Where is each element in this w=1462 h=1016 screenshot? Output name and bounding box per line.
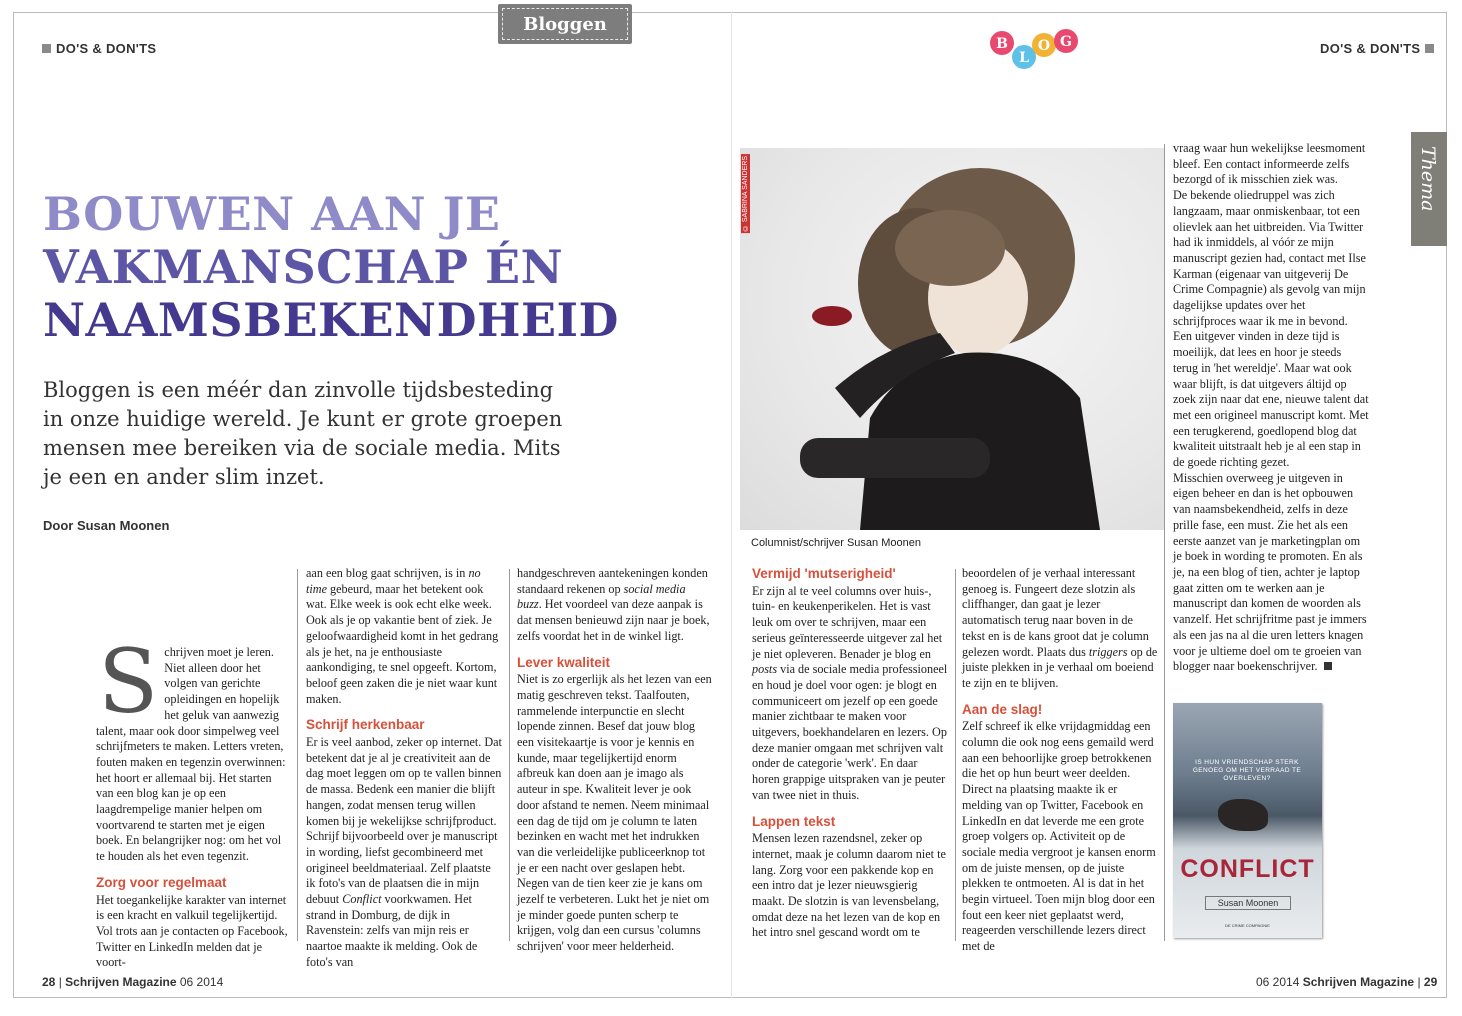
paragraph: vraag waar hun wekelijkse leesmoment bleef. Een contact informeerde zelfs bezorgd of ik misschien ziek was.	[1173, 141, 1366, 187]
photo-caption: Columnist/schrijver Susan Moonen	[751, 537, 921, 549]
portrait-illustration	[740, 148, 1165, 530]
photo-credit: © SABRINA SANDERS	[742, 156, 749, 232]
book-author: Susan Moonen	[1205, 896, 1291, 910]
section-header-left	[42, 41, 156, 56]
magazine-name: Schrijven Magazine	[1302, 975, 1415, 989]
paragraph: Mensen lezen razendsnel, zeker op internet, maak je column daarom niet te lang. Zorg voor een pakkende kop en een intro dat je lezer nieuwsgierig maakt. De slotzin is van levensbelang, omdat deze na het lezen van de kop en het intro snel gescand wordt om te	[752, 831, 946, 940]
article-intro: Bloggen is een méér dan zinvolle tijdsbesteding in onze huidige wereld. Je kunt er grote groepen mensen mee bereiken via de sociale media. Mits je een en ander slim inzet.	[43, 378, 563, 489]
body-column-4	[752, 566, 948, 941]
column-divider	[297, 569, 298, 941]
body-column-1	[96, 630, 288, 971]
title-line: VAKMANSCHAP ÉN	[43, 240, 564, 294]
paragraph: Zelf schreef ik elke vrijdagmiddag een column die ook nog eens gemaild werd aan een behoorlijke groep betrokkenen die het op hun beurt weer deelden. Direct na plaatsing maakte ik er melding van op Twitter, Facebook en LinkedIn en dat leverde me een grote groep volgers op. Activiteit op de sociale media vergroot je kansen enorm om de juiste mensen, op de juiste plekken te ontmoeten. Al is dat in het begin virtueel. Toen mijn blog door een fout een keer niet geplaatst werd, reageerden verschillende lezers direct met de	[962, 719, 1156, 954]
section-label-left: DO'S & DON'TS	[56, 41, 157, 56]
book-cover	[1173, 703, 1322, 938]
square-bullet-icon	[42, 44, 51, 53]
paragraph: aan een blog gaat schrijven, is in no time gebeurd, maar het betekent ook wat. Elke week is ook echt elke week. Ook als je op vakantie bent of ziek. Je geloofwaardigheid komt in het gedrang als je het, na je enthousiaste aankondiging, te snel opgeeft. Kortom, beloof geen zaken die je niet waar kunt maken.	[306, 566, 499, 706]
logo-letter: G	[1060, 34, 1072, 50]
footer-left: 28 | Schrijven Magazine 06 2014	[42, 975, 224, 989]
paragraph: beoordelen of je verhaal interessant genoeg is. Fungeert deze slotzin als cliffhanger, dan gaat je lezer automatisch terug naar boven in de tekst en is de kans groot dat je column gelezen wordt. Plaats dus triggers op de juiste plekken in je verhaal om boeiend te zijn en te blijven.	[962, 566, 1158, 690]
subheading: Vermijd 'mutserigheid'	[752, 566, 896, 581]
article-title	[43, 188, 619, 347]
issue: 06 2014	[1256, 975, 1300, 989]
column-divider	[509, 569, 510, 941]
body-column-5	[962, 566, 1158, 955]
blog-logo-icon	[988, 27, 1080, 75]
column-divider	[955, 569, 956, 941]
title-line: NAAMSBEKENDHEID	[43, 293, 619, 347]
column-divider	[1164, 144, 1165, 941]
subheading: Lappen tekst	[752, 813, 836, 829]
paragraph: handgeschreven aantekeningen konden standaard rekenen op social media buzz. Het voordeel van deze aanpak is dat mensen benieuwd zijn naar je boek, zelfs voordat het in de winkel ligt.	[517, 566, 710, 643]
paragraph: De bekende oliedruppel was zich langzaam, maar onmiskenbaar, tot een olievlek aan het uitbreiden. Via Twitter had ik inmiddels, al vóór ze mijn manuscript gezien had, contact met Ilse Karman (eigenaar van uitgeverij De Crime Compagnie) als gevolg van mijn dagelijkse updates over het schrijfproces waar ik me in bevond. Een uitgever vinden in deze tijd is moeilijk, dat lees en hoor je steeds terug in 'het wereldje'. Maar wat ook waar blijft, is dat uitgevers áltijd op zoek zijn naar dat ene, nieuwe talent dat met een origineel manuscript komt. Met een terugkerend, goedlopend blog dat kwaliteit uitstraalt heb je al een stap in de goede richting gezet.	[1173, 188, 1369, 470]
issue: 06 2014	[179, 975, 224, 989]
logo-letter: O	[1037, 38, 1051, 54]
body-column-2	[306, 566, 502, 971]
logo-letter: L	[1019, 50, 1029, 66]
page-number: 29	[1423, 975, 1438, 989]
end-mark-icon	[1324, 662, 1332, 670]
page-fold	[731, 12, 732, 998]
paragraph: Misschien overweeg je uitgeven in eigen beheer en dan is het opbouwen van naamsbekendheid, zelfs in deze prille fase, een must. Zie het als een eerste aanzet van je marketingplan om je boek in wording te promoten. En als je, na een blog of tien, achter je laptop gaat zitten om te werken aan je manuscript dan komen de woorden als vanzelf. Het schrijfritme past je immers als een jas na al die uren letters knagen voor je ultieme doel om te groeien van blogger naar boekenschrijver.	[1173, 470, 1367, 674]
book-publisher: DE CRIME COMPAGNIE	[1225, 923, 1270, 928]
section-header-right	[1320, 41, 1434, 56]
paragraph: Schrijven moet je leren. Niet alleen door het volgen van gerichte opleidingen en hopelijk het geluk van aanwezig talent, maar ook door simpelweg veel schrijfmeters te maken. Letters vreten, fouten maken en tegenzin overwinnen: het hoort er allemaal bij. Het starten van een blog kan je op een laagdrempelige manier helpen om voortvarend te starten met je eigen boek. En belangrijker nog: om het vol te houden als het even tegenzit.	[96, 630, 286, 864]
subheading: Lever kwaliteit	[517, 654, 611, 670]
square-bullet-icon	[1425, 44, 1434, 53]
category-tag-label: Bloggen	[502, 8, 628, 40]
page-number: 28	[42, 975, 56, 989]
footer-right: 06 2014 Schrijven Magazine | 29	[1256, 975, 1438, 989]
logo-letter: B	[996, 36, 1008, 52]
author-photo	[740, 148, 1165, 530]
thema-label: Thema	[1417, 146, 1439, 212]
book-title: CONFLICT	[1180, 855, 1315, 883]
subheading: Zorg voor regelmaat	[96, 874, 227, 890]
paragraph: Niet is zo ergerlijk als het lezen van een matig geschreven tekst. Taalfouten, rammelende interpunctie en slecht lopende zinnen. Besef dat jouw blog een visitekaartje is voor je kennis en kunde, maar tegelijkertijd enorm afbreuk kan doen aan je imago als auteur in spe. Kwaliteit lever je ook door afstand te nemen. Neem minimaal een dag de tijd om je column te laten bezinken en wacht met het indrukken van die verleidelijke publiceerknop tot je er een nacht over geslapen hebt. Negen van de tien keer zie je kans om jezelf te verbeteren. Lukt het je niet om je minder goede punten scherp te krijgen, volg dan een cursus 'columns schrijven' voor meer helderheid.	[517, 672, 712, 954]
body-column-6	[1173, 141, 1369, 675]
paragraph: Het toegankelijke karakter van internet is een kracht en valkuil tegelijkertijd. Vol trots aan je contacten op Facebook, Twitter en LinkedIn melden dat je voort-	[96, 892, 288, 970]
subheading: Aan de slag!	[962, 701, 1043, 717]
category-tag	[498, 4, 632, 44]
book-tagline: IS HUN VRIENDSCHAP STERK GENOEG OM HET VERRAAD TE OVERLEVEN?	[1192, 759, 1302, 782]
paragraph: Er is veel aanbod, zeker op internet. Dat betekent dat je al je creativiteit aan de dag moet leggen om op te vallen binnen de massa. Bedenk een manier die blijft hangen, zodat mensen terug willen komen bij je wekelijkse schrijfproduct. Schrijf bijvoorbeeld over je manuscript in wording, liefst gecombineerd met origineel beeldmateriaal. Zelf plaatste ik foto's van de plaatsen die in mijn debuut Conflict voorkwamen. Het strand in Domburg, de dijk in Ravenstein: zelfs van mijn reis er naartoe maakte ik melding. Ook de foto's van	[306, 735, 502, 969]
byline: Door Susan Moonen	[43, 518, 170, 533]
section-label-right: DO'S & DON'TS	[1320, 41, 1421, 56]
title-line: BOUWEN AAN JE	[43, 187, 501, 241]
subheading: Schrijf herkenbaar	[306, 717, 425, 733]
thema-tab	[1411, 132, 1447, 246]
paragraph: Er zijn al te veel columns over huis-, tuin- en keukenperikelen. Het is vast leuk om over te schrijven, maar een serieus geïnteresseerde uitgever zal het je niet opleveren. Benader je blog en posts via de sociale media professioneel en houd je doel voor ogen: je blogt en communiceert om jezelf op een goede manier zichtbaar te maken voor uitgevers, boekhandelaren en lezers. Op deze manier omgaan met schrijven valt onder de categorie 'werk'. En daar horen grappige uitspraken van je peuter van twee niet in thuis.	[752, 583, 948, 802]
drop-cap: S	[98, 630, 159, 733]
magazine-name: Schrijven Magazine	[65, 975, 177, 989]
book-cover-figure	[1218, 799, 1268, 831]
body-column-3	[517, 566, 713, 955]
